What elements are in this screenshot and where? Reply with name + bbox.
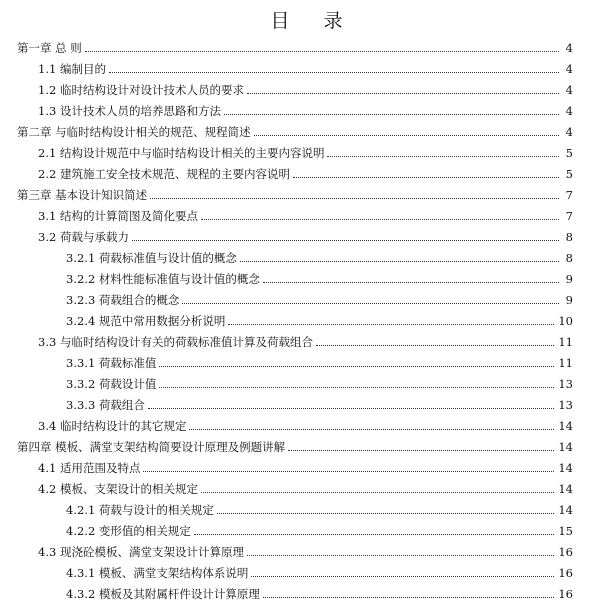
toc-entry-label: 4.3 现浇砼模板、满堂支架设计计算原理 [38,545,244,559]
toc-entry[interactable] [66,349,573,370]
toc-entry-label: 3.2.1 荷载标准值与设计值的概念 [66,251,237,265]
toc-entry-label: 第一章 总 则 [17,41,82,55]
toc-entry-page: 11 [558,335,573,349]
dot-leader [251,576,554,577]
dot-leader [150,198,559,199]
toc-entry-page: 14 [558,482,573,496]
toc-entry-label: 4.1 适用范围及特点 [38,461,141,475]
toc-entry-label: 4.3.1 模板、满堂支架结构体系说明 [66,566,249,580]
toc-entry[interactable] [66,517,573,538]
dot-leader [148,408,554,409]
toc-entry-label: 3.3 与临时结构设计有关的荷载标准值计算及荷载组合 [38,335,313,349]
dot-leader [182,303,559,304]
toc-entry-page: 5 [565,167,573,181]
toc-entry-page: 7 [565,188,573,202]
toc-entry[interactable] [38,55,573,76]
toc-entry[interactable] [66,286,573,307]
toc-entry-label: 第三章 基本设计知识简述 [17,188,148,202]
dot-leader [224,114,559,115]
dot-leader [189,429,554,430]
dot-leader [293,177,559,178]
toc-entry-label: 4.2 模板、支架设计的相关规定 [38,482,198,496]
dot-leader [327,156,559,157]
toc-entry[interactable] [38,328,573,349]
toc-entry-label: 3.2.3 荷载组合的概念 [66,293,180,307]
dot-leader [143,471,554,472]
toc-entry[interactable] [38,202,573,223]
toc-entry-label: 3.2.4 规范中常用数据分析说明 [66,314,226,328]
toc-entry[interactable] [66,370,573,391]
toc-entry-page: 16 [558,545,573,559]
dot-leader [201,219,559,220]
toc-entry[interactable] [66,391,573,412]
toc-entry-page: 14 [558,503,573,517]
toc-entry[interactable] [66,244,573,265]
dot-leader [288,450,554,451]
toc-entry-label: 3.2.2 材料性能标准值与设计值的概念 [66,272,260,286]
toc-entry-label: 第二章 与临时结构设计相关的规范、规程简述 [17,125,251,139]
dot-leader [217,513,554,514]
toc-entry-page: 14 [558,461,573,475]
toc-entry[interactable] [66,265,573,286]
dot-leader [247,93,559,94]
toc-entry-label: 2.1 结构设计规范中与临时结构设计相关的主要内容说明 [38,146,325,160]
toc-entry-page: 4 [565,41,573,55]
toc-entry-page: 9 [565,293,573,307]
toc-entry-label: 2.2 建筑施工安全技术规范、规程的主要内容说明 [38,167,290,181]
toc-entry[interactable] [38,454,573,475]
toc-entry[interactable] [17,433,573,454]
toc-entry-page: 10 [558,314,573,328]
dot-leader [240,261,559,262]
toc-entry-page: 14 [558,419,573,433]
toc-entry-label: 3.3.1 荷载标准值 [66,356,157,370]
toc-entry-page: 4 [565,83,573,97]
toc-entry[interactable] [38,475,573,496]
toc-entry-label: 3.1 结构的计算简图及简化要点 [38,209,198,223]
toc-entry-label: 3.2 荷载与承载力 [38,230,129,244]
toc-entry-label: 3.4 临时结构设计的其它规定 [38,419,187,433]
toc-entry[interactable] [38,412,573,433]
toc-entry-page: 7 [565,209,573,223]
toc-entry[interactable] [38,76,573,97]
toc-entry-label: 1.1 编制目的 [38,62,106,76]
dot-leader [85,51,559,52]
toc-entry[interactable] [17,181,573,202]
toc-entry-page: 16 [558,587,573,601]
toc-entry[interactable] [17,118,573,139]
dot-leader [228,324,554,325]
toc-entry[interactable] [66,559,573,580]
toc-entry-label: 3.3.3 荷载组合 [66,398,145,412]
dot-leader [159,387,554,388]
toc-entry-page: 4 [565,62,573,76]
toc-entry[interactable] [38,97,573,118]
toc-entry[interactable] [66,496,573,517]
toc-entry-page: 4 [565,125,573,139]
dot-leader [263,597,554,598]
toc-entry[interactable] [38,160,573,181]
dot-leader [132,240,559,241]
toc-entry-page: 5 [565,146,573,160]
toc-entry-label: 第四章 模板、满堂支架结构简要设计原理及例题讲解 [17,440,286,454]
toc-entry[interactable] [66,307,573,328]
dot-leader [263,282,559,283]
toc-entry-page: 4 [565,104,573,118]
toc-entry-page: 13 [558,398,573,412]
toc-entry-page: 16 [558,566,573,580]
toc-entry[interactable] [38,223,573,244]
dot-leader [159,366,554,367]
toc-entry-page: 14 [558,440,573,454]
toc-entry-label: 4.2.2 变形值的相关规定 [66,524,191,538]
toc-entry[interactable] [38,139,573,160]
toc-entry[interactable] [66,580,573,601]
toc-entry[interactable] [38,538,573,559]
dot-leader [316,345,554,346]
toc-entry-label: 1.3 设计技术人员的培养思路和方法 [38,104,221,118]
page-title: 目 录 [270,10,357,32]
toc-entry-label: 1.2 临时结构设计对设计技术人员的要求 [38,83,244,97]
toc-entry-label: 4.2.1 荷载与设计的相关规定 [66,503,214,517]
dot-leader [109,72,559,73]
toc-entry-page: 8 [565,230,573,244]
dot-leader [194,534,554,535]
toc-entry-label: 4.3.2 模板及其附属杆件设计计算原理 [66,587,260,601]
toc-entry-page: 8 [565,251,573,265]
toc-entry-page: 13 [558,377,573,391]
toc-entry-page: 9 [565,272,573,286]
toc-entry-label: 3.3.2 荷载设计值 [66,377,157,391]
toc-entry-page: 15 [558,524,573,538]
dot-leader [247,555,554,556]
dot-leader [254,135,559,136]
toc-entry-page: 11 [558,356,573,370]
dot-leader [201,492,554,493]
toc-entry[interactable] [17,34,573,55]
